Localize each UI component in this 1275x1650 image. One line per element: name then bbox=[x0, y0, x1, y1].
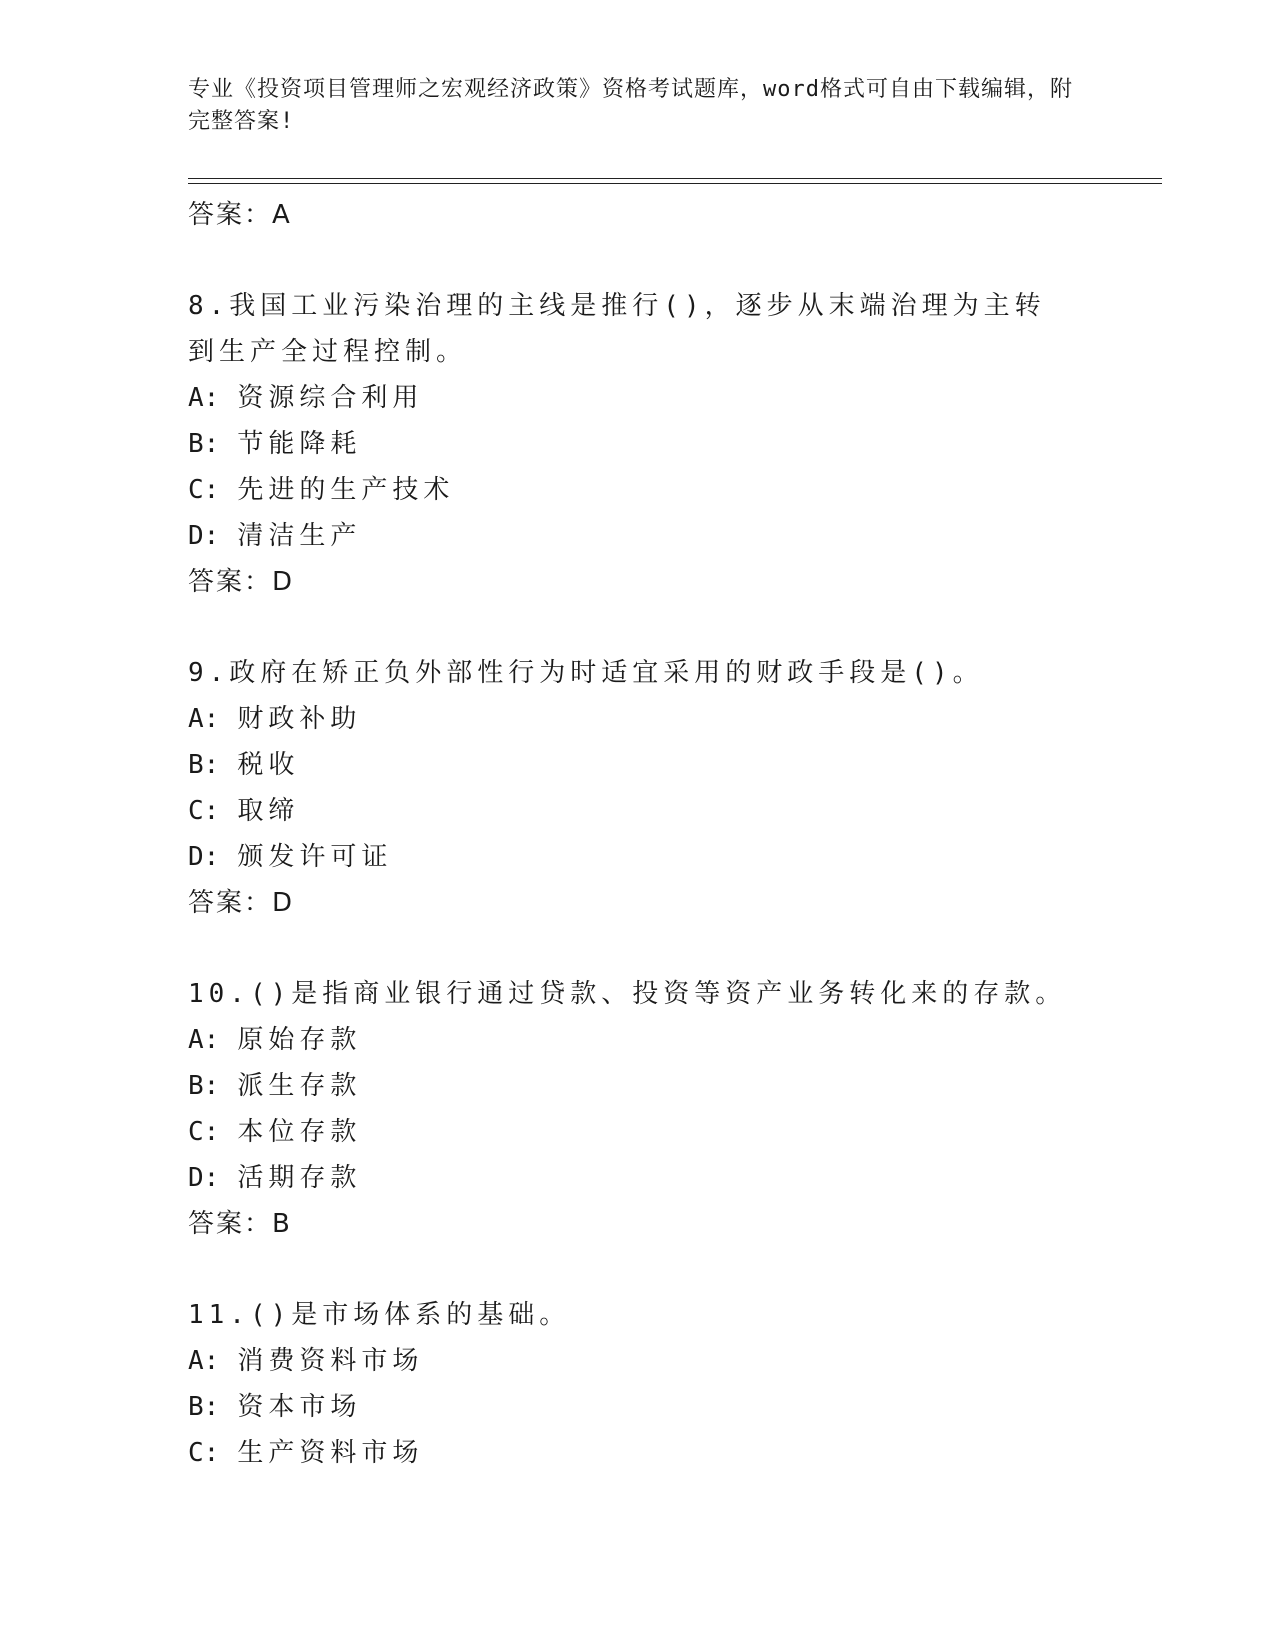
answer-line: 答案：A bbox=[188, 200, 292, 230]
answer-line: 答案：D bbox=[188, 888, 295, 918]
question-block bbox=[188, 283, 1088, 605]
option-d bbox=[188, 834, 1088, 880]
option-text: 生产资料市场 bbox=[237, 1438, 424, 1468]
answer-line: 答案：D bbox=[188, 567, 295, 597]
question-block bbox=[188, 971, 1088, 1247]
option-label: A: bbox=[188, 1025, 220, 1055]
option-a bbox=[188, 1338, 1088, 1384]
option-label: D: bbox=[188, 842, 220, 872]
header-divider-bottom bbox=[188, 183, 1162, 184]
option-label: C: bbox=[188, 796, 220, 826]
option-text: 清洁生产 bbox=[237, 521, 362, 551]
question-block bbox=[188, 650, 1088, 926]
option-label: A: bbox=[188, 383, 220, 413]
option-text: 活期存款 bbox=[237, 1163, 362, 1193]
option-label: A: bbox=[188, 704, 220, 734]
option-label: B: bbox=[188, 1071, 220, 1101]
option-d bbox=[188, 513, 1088, 559]
spacer bbox=[188, 605, 1088, 650]
question-text: 11.()是市场体系的基础。 bbox=[188, 1300, 571, 1330]
spacer bbox=[188, 926, 1088, 971]
option-text: 取缔 bbox=[237, 796, 300, 826]
option-b bbox=[188, 1384, 1088, 1430]
option-label: D: bbox=[188, 1163, 220, 1193]
header-divider-top bbox=[188, 178, 1162, 179]
spacer bbox=[188, 1247, 1088, 1292]
option-a bbox=[188, 375, 1088, 421]
option-label: C: bbox=[188, 1438, 220, 1468]
option-a bbox=[188, 696, 1088, 742]
option-c bbox=[188, 1109, 1088, 1155]
option-text: 派生存款 bbox=[237, 1071, 362, 1101]
answer-line: 答案：B bbox=[188, 1209, 292, 1239]
option-text: 税收 bbox=[237, 750, 300, 780]
option-label: B: bbox=[188, 750, 220, 780]
header-intro-text: 专业《投资项目管理师之宏观经济政策》资格考试题库，word格式可自由下载编辑，附完整答案! bbox=[188, 77, 1073, 134]
option-label: C: bbox=[188, 1117, 220, 1147]
option-b bbox=[188, 421, 1088, 467]
option-label: C: bbox=[188, 475, 220, 505]
option-text: 消费资料市场 bbox=[237, 1346, 424, 1376]
option-label: B: bbox=[188, 429, 220, 459]
document-header bbox=[188, 74, 1088, 138]
question-text: 8.我国工业污染治理的主线是推行()，逐步从末端治理为主转到生产全过程控制。 bbox=[188, 291, 1046, 367]
option-text: 资源综合利用 bbox=[237, 383, 424, 413]
spacer bbox=[188, 238, 1088, 283]
option-c bbox=[188, 788, 1088, 834]
option-label: A: bbox=[188, 1346, 220, 1376]
option-text: 先进的生产技术 bbox=[237, 475, 455, 505]
option-d bbox=[188, 1155, 1088, 1201]
question-text: 10.()是指商业银行通过贷款、投资等资产业务转化来的存款。 bbox=[188, 979, 1067, 1009]
question-list bbox=[188, 192, 1088, 1476]
option-a bbox=[188, 1017, 1088, 1063]
option-text: 财政补助 bbox=[237, 704, 362, 734]
option-text: 颁发许可证 bbox=[237, 842, 393, 872]
question-text: 9.政府在矫正负外部性行为时适宜采用的财政手段是()。 bbox=[188, 658, 984, 688]
option-text: 原始存款 bbox=[237, 1025, 362, 1055]
question-block bbox=[188, 1292, 1088, 1476]
option-text: 节能降耗 bbox=[237, 429, 362, 459]
option-c bbox=[188, 1430, 1088, 1476]
option-b bbox=[188, 742, 1088, 788]
option-text: 资本市场 bbox=[237, 1392, 362, 1422]
option-text: 本位存款 bbox=[237, 1117, 362, 1147]
option-c bbox=[188, 467, 1088, 513]
option-label: B: bbox=[188, 1392, 220, 1422]
option-b bbox=[188, 1063, 1088, 1109]
option-label: D: bbox=[188, 521, 220, 551]
